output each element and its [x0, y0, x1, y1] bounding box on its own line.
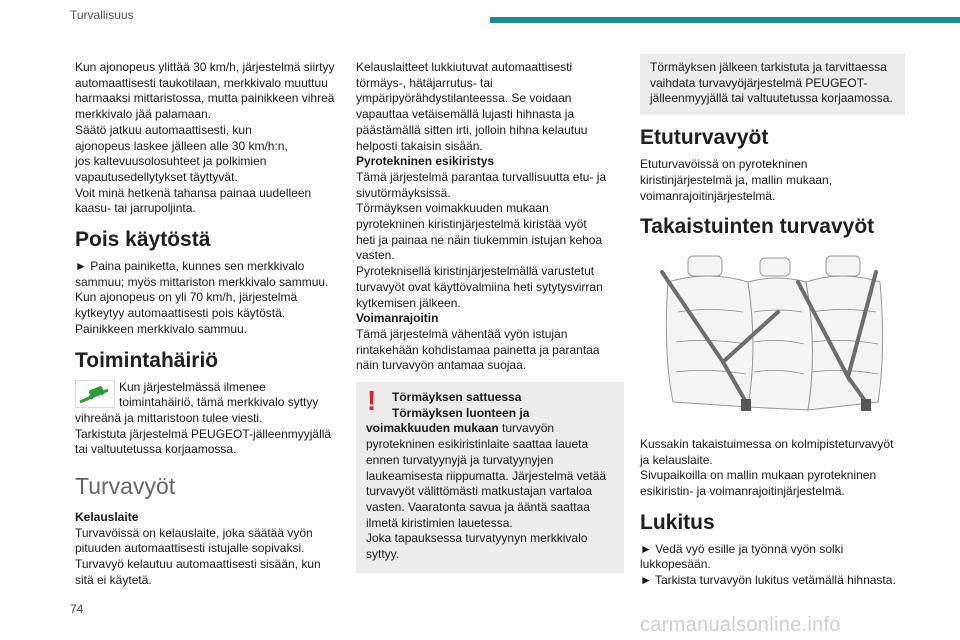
- retractor-paragraph: Kelauslaite Turvavöissä on kelauslaite, joka säätää vyön pituuden automaattisesti istujalle sopivaksi. Turvavyö kelautuu automaattisesti sisään, kun sitä ei käytetä.: [75, 510, 321, 587]
- header-accent-bar: [490, 17, 960, 23]
- fault-paragraph: vihreänä ja mittaristoon tulee viesti. Tarkistuta järjestelmä PEUGEOT-jälleenmyyjällä tai valtuutetussa korjaamossa.: [75, 410, 332, 457]
- warning-box: ! Törmäyksen sattuessa Törmäyksen luonteen ja voimakkuuden mukaan turvavyön pyrotekninen esikiristinlaite saattaa laueta ennen turvatyynyjä ja turvatyynyjen laukeamisesta riippumatta. Järjestelmä vetää turvavyöt välittömästi matkustajan vartaloa vasten. Vaaratonta savua ja ääntä saattaa ilmetä kiristimien lauetessa. Joka tapauksessa turvatyynyn merkkivalo syttyy.: [356, 382, 624, 573]
- hill-assist-fault-icon: [75, 380, 115, 408]
- column-right: [640, 60, 905, 589]
- rear-belts-paragraph: Kussakin takaistuimessa on kolmipisteturvavyöt ja kelauslaite. Sivupaikoilla on mallin mukaan pyrotekninen esikiristin- ja voimanrajoitinjärjestelmä.: [640, 436, 894, 499]
- section-title: Turvallisuus: [70, 8, 134, 22]
- heading-front-belts: Etuturvavyöt: [640, 126, 769, 150]
- heading-rear-belts: Takaistuinten turvavyöt: [640, 215, 875, 239]
- front-belts-paragraph: Etuturvavöissä on pyrotekninen kiristinjärjestelmä ja, mallin mukaan, voimanrajoitinjärjestelmä.: [640, 157, 833, 203]
- heading-disable: Pois käytöstä: [75, 228, 211, 252]
- watermark: carmanualsonline.info: [640, 614, 841, 636]
- column-left: [75, 60, 347, 589]
- rear-seat-belts-illustration: [648, 252, 888, 422]
- disable-paragraph: ► Paina painiketta, kunnes sen merkkivalo sammuu; myös mittariston merkkivalo sammuu. Kun ajonopeus on yli 70 km/h, järjestelmä kytkeytyy automaattisesti pois käytöstä. Painikkeen merkkivalo sammuu.: [75, 259, 329, 336]
- page-number: 74: [70, 602, 84, 616]
- locking-paragraph: Kelauslaitteet lukkiutuvat automaattisesti törmäys-, hätäjarrutus- tai ympäripyörähdystilanteessa. Se voidaan vapauttaa vetäisemällä lujasti hihnasta ja päästämällä sitten irti, jolloin hihna kelautuu helposti takaisin sisään.: [356, 60, 588, 153]
- info-box: Törmäyksen jälkeen tarkistuta ja tarvittaessa vaihdata turvavyöjärjestelmä PEUGEOT- jälleenmyyjällä tai valtuutetussa korjaamossa.: [640, 54, 905, 115]
- column-middle: [356, 60, 624, 573]
- intro-paragraph: Kun ajonopeus ylittää 30 km/h, järjestelmä siirtyy automaattisesti taukotilaan, merkkivalo muuttuu harmaaksi mittaristossa, mutta painikkeen vihreä merkkivalo jää palamaan. Säätö jatkuu automaattisesti, kun ajonopeus laskee jälleen alle 30 km/h:n, jos kaltevuusolosuhteet ja polkimien vapautusedellytykset täyttyvät. Voit minä hetkenä tahansa painaa uudelleen kaasu- tai jarrupoljinta.: [75, 60, 335, 216]
- locking-steps: ► Vedä vyö esille ja työnnä vyön solki lukkopesään. ► Tarkista turvavyön lukitus vetämällä hihnasta.: [640, 541, 896, 588]
- heading-fault: Toimintahäiriö: [75, 348, 219, 372]
- warning-exclamation-icon: !: [367, 385, 377, 417]
- heading-locking: Lukitus: [640, 510, 715, 534]
- force-limiter-paragraph: Voimanrajoitin Tämä järjestelmä vähentää vyön istujan rintakehään kohdistamaa painetta ja parantaa näin turvavyön antamaa suojaa.: [356, 311, 600, 373]
- pretensioner-paragraph: Pyrotekninen esikiristys Tämä järjestelmä parantaa turvallisuutta etu- ja sivutörmäyksissä. Törmäyksen voimakkuuden mukaan pyrotekninen kiristinjärjestelmä kiristää vyöt heti ja painaa ne näin tiukemmin istujan kehoa vasten. Pyroteknisellä kiristinjärjestelmällä varustetut turvavyöt ovat käyttövalmiina heti sytytysvirran kytkemisen jälkeen.: [356, 154, 607, 310]
- heading-seat-belts: Turvavyöt: [75, 473, 176, 500]
- fault-warning-row: Kun järjestelmässä ilmenee toimintahäiriö, tämä merkkivalo syttyy: [75, 380, 347, 411]
